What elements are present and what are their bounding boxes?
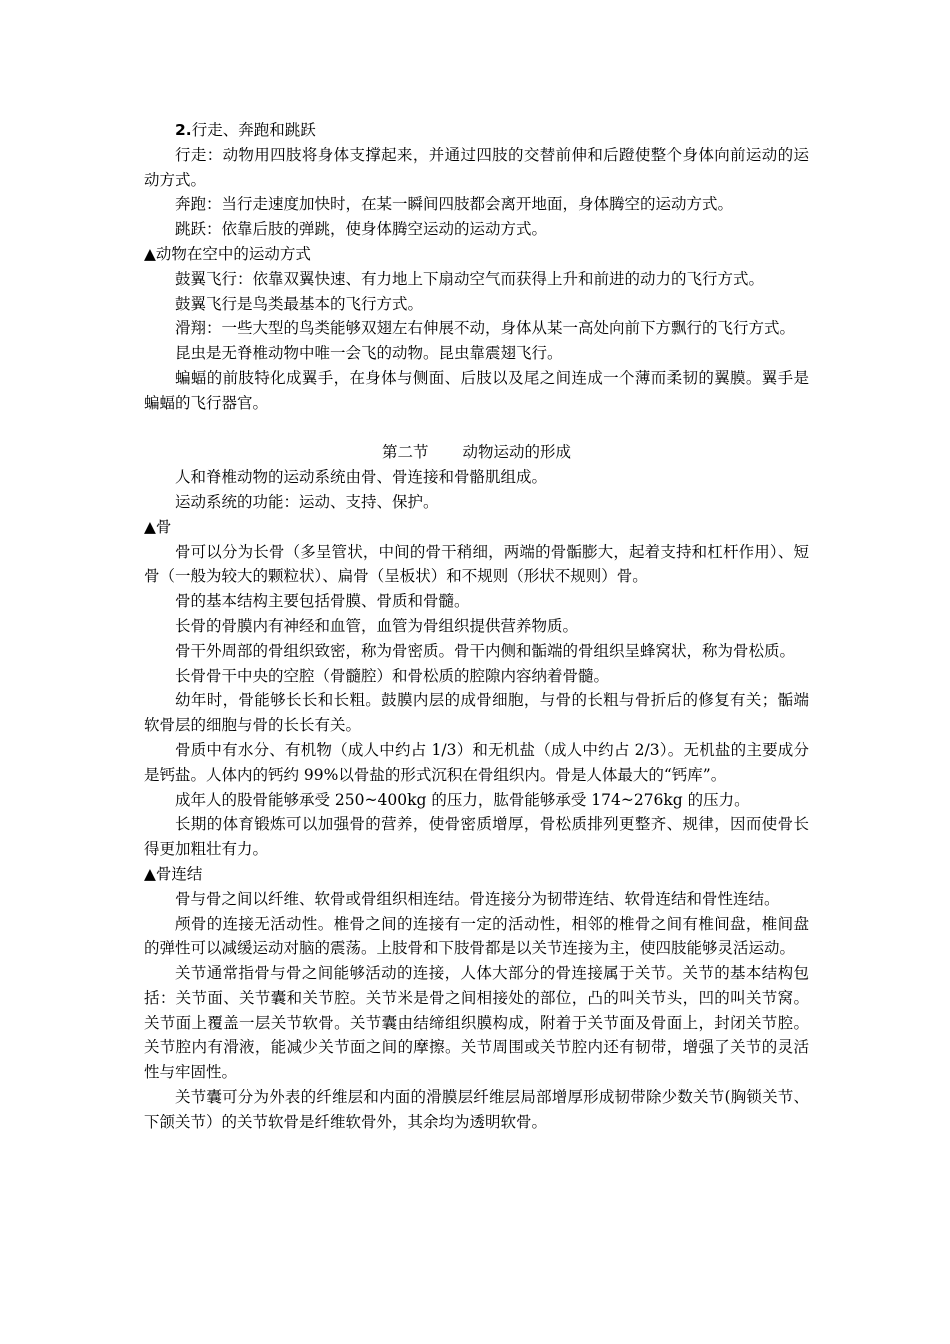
chapter-title — [144, 440, 809, 465]
paragraph-joint-structure: 关节通常指骨与骨之间能够活动的连接，人体大部分的骨连接属于关节。关节的基本结构包括：关节面、关节囊和关节腔。关节米是骨之间相接处的部位，凸的叫关节头，凹的叫关节窝。关节面上覆盖一层关节软骨。关节囊由结缔组织膜构成，附着于关节面及骨面上，封闭关节腔。关节腔内有滑液，能减少关节面之间的摩擦。关节周围或关节腔内还有韧带，增强了关节的灵活性与牢固性。 — [144, 964, 809, 1082]
paragraph-gliding: 滑翔：一些大型的鸟类能够双翅左右伸展不动，身体从某一高处向前下方飘行的飞行方式。 — [175, 319, 796, 338]
paragraph-walking: 行走：动物用四肢将身体支撑起来，并通过四肢的交替前伸和后蹬使整个身体向前运动的运动方式。 — [144, 145, 809, 189]
chapter-number: 第二节 — [381, 443, 429, 462]
paragraph-flapping-flight: 鼓翼飞行：依靠双翼快速、有力地上下扇动空气而获得上升和前进的动力的飞行方式。 — [175, 269, 765, 288]
paragraph-composition: 骨质中有水分、有机物（成人中约占 1/3）和无机盐（成人中约占 2/3）。无机盐的主要成分是钙盐。人体内的钙约 99%以骨盐的形式沉积在骨组织内。骨是人体最大的“钙库”。 — [144, 740, 809, 784]
paragraph-periosteum: 长骨的骨膜内有神经和血管，血管为骨组织提供营养物质。 — [175, 616, 579, 635]
paragraph-insects: 昆虫是无脊椎动物中唯一会飞的动物。昆虫靠震翅飞行。 — [175, 344, 563, 363]
paragraph-motor-system: 人和脊椎动物的运动系统由骨、骨连接和骨骼肌组成。 — [175, 468, 548, 487]
paragraph-exercise: 长期的体育锻炼可以加强骨的营养，使骨密质增厚，骨松质排列更整齐、规律，因而使骨长得更加粗壮有力。 — [144, 815, 809, 859]
paragraph-flapping-basic: 鼓翼飞行是鸟类最基本的飞行方式。 — [175, 294, 424, 313]
paragraph-growth: 幼年时，骨能够长长和长粗。鼓膜内层的成骨细胞，与骨的长粗与骨折后的修复有关；骺端软骨层的细胞与骨的长长有关。 — [144, 691, 809, 735]
chapter-name: 动物运动的形成 — [462, 443, 572, 462]
paragraph-joint-types: 骨与骨之间以纤维、软骨或骨组织相连结。骨连接分为韧带连结、软骨连结和骨性连结。 — [175, 889, 780, 908]
paragraph-strength: 成年人的股骨能够承受 250~400kg 的压力，肱骨能够承受 174~276kg 的压力。 — [175, 790, 750, 809]
paragraph-skull-spine: 颅骨的连接无活动性。椎骨之间的连接有一定的活动性，相邻的椎骨之间有椎间盘，椎间盘的弹性可以减缓运动对脑的震荡。上肢骨和下肢骨都是以关节连接为主，使四肢能够灵活运动。 — [144, 914, 809, 958]
subheading-text: 行走、奔跑和跳跃 — [191, 121, 316, 139]
section-heading-air-movement: ▲动物在空中的运动方式 — [144, 244, 311, 263]
paragraph-jumping: 跳跃：依靠后肢的弹跳，使身体腾空运动的运动方式。 — [175, 220, 548, 239]
document-body — [144, 118, 809, 1135]
subheading-number: 2. — [175, 121, 192, 139]
section-heading-bone-joint: ▲骨连结 — [144, 864, 203, 883]
paragraph-running: 奔跑：当行走速度加快时，在某一瞬间四肢都会离开地面，身体腾空的运动方式。 — [175, 195, 734, 214]
subheading-walk-run-jump — [144, 118, 809, 143]
section-heading-bone: ▲骨 — [144, 517, 172, 536]
paragraph-bats: 蝙蝠的前肢特化成翼手，在身体与侧面、后肢以及尾之间连成一个薄而柔韧的翼膜。翼手是蝙蝠的飞行器官。 — [144, 368, 809, 412]
paragraph-compact-spongy: 骨干外周部的骨组织致密，称为骨密质。骨干内侧和骺端的骨组织呈蜂窝状，称为骨松质。 — [175, 641, 796, 660]
paragraph-bone-structure: 骨的基本结构主要包括骨膜、骨质和骨髓。 — [175, 592, 470, 611]
paragraph-bone-types: 骨可以分为长骨（多呈管状，中间的骨干稍细，两端的骨骺膨大，起着支持和杠杆作用）、短骨（一般为较大的颗粒状）、扁骨（呈板状）和不规则（形状不规则）骨。 — [144, 542, 809, 586]
paragraph-marrow: 长骨骨干中央的空腔（骨髓腔）和骨松质的腔隙内容纳着骨髓。 — [175, 666, 610, 685]
paragraph-joint-capsule: 关节囊可分为外表的纤维层和内面的滑膜层纤维层局部增厚形成韧带除少数关节(胸锁关节、下颌关节）的关节软骨是纤维软骨外，其余均为透明软骨。 — [144, 1088, 809, 1131]
paragraph-motor-function: 运动系统的功能：运动、支持、保护。 — [175, 492, 439, 511]
